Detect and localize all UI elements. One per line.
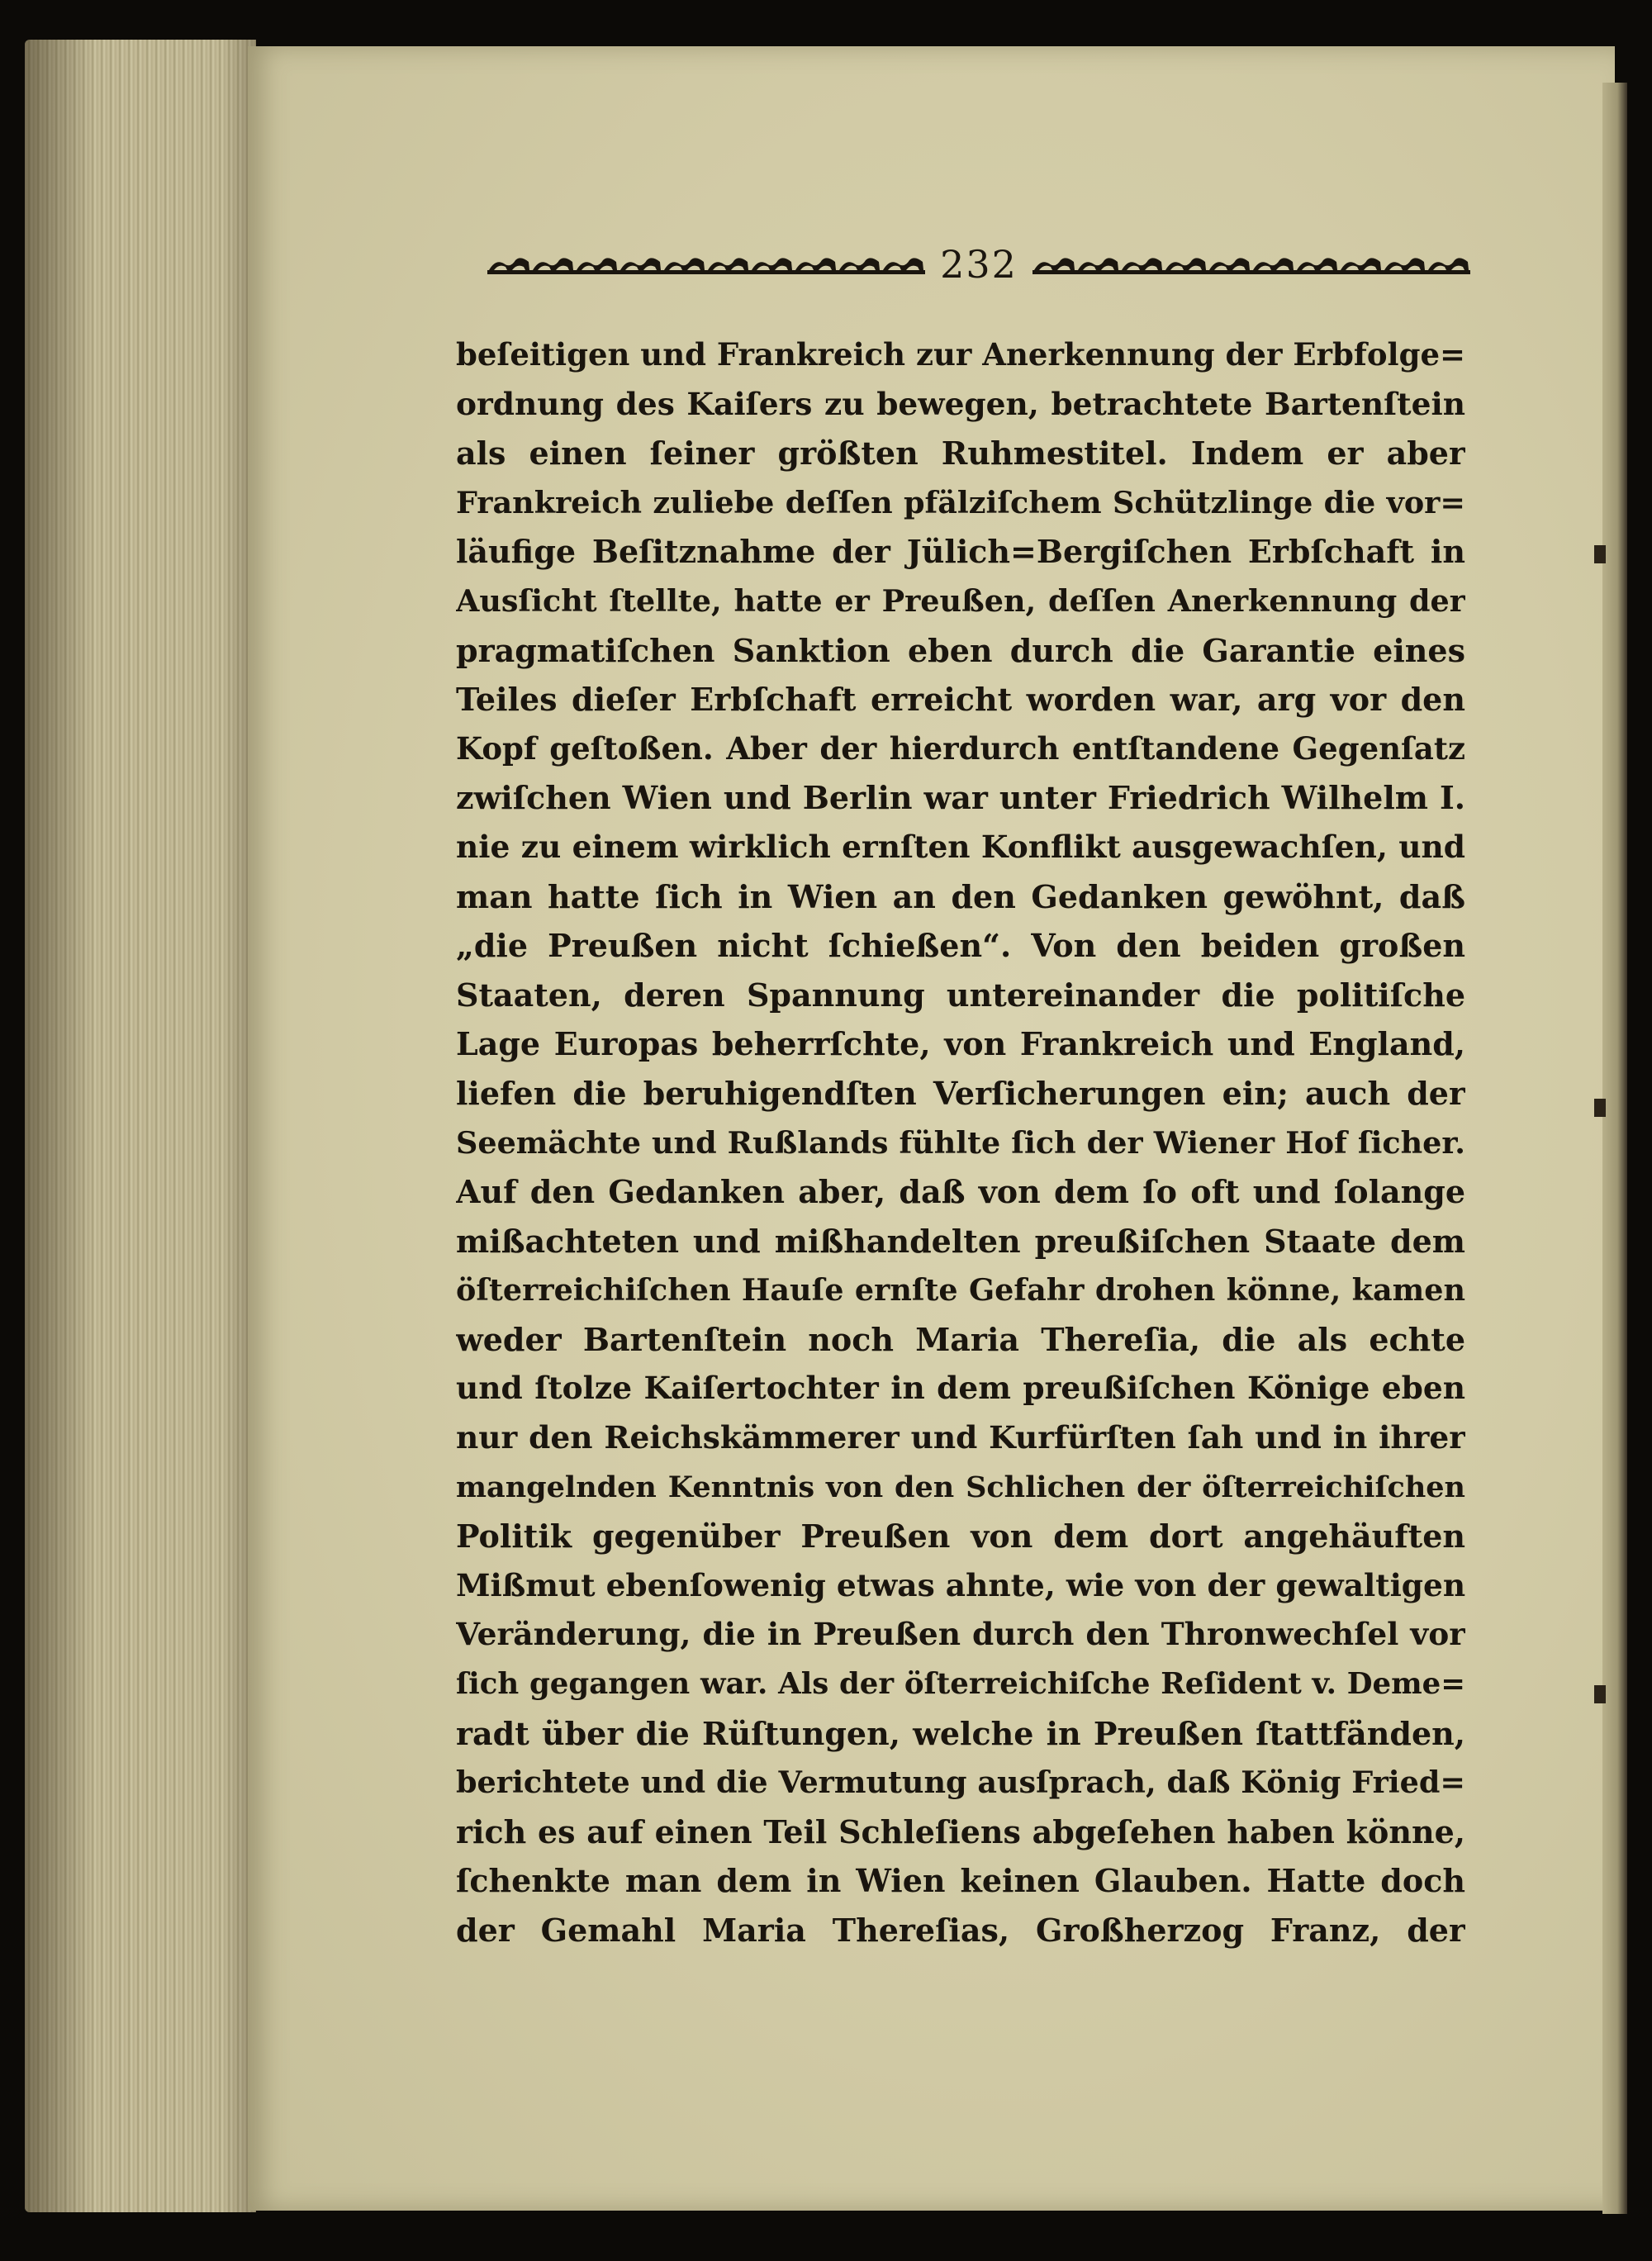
text-line: Mißmut ebenſowenig etwas ahnte, wie von der gewaltigen <box>456 1566 1465 1603</box>
text-line: Politik gegenüber Preußen von dem dort angehäuften <box>456 1518 1465 1556</box>
text-line: Kopf geſtoßen. Aber der hierdurch entſtandene Gegenſatz <box>456 729 1465 767</box>
page-header <box>487 240 1470 289</box>
text-line: beſeitigen und Frankreich zur Anerkennung der Erbfolge= <box>456 336 1465 373</box>
page-number: 232 <box>940 242 1018 287</box>
text-line: „die Preußen nicht ſchießen“. Von den beiden großen <box>456 927 1465 965</box>
text-line: mangelnden Kenntnis von den Schlichen der öſterreichiſchen <box>456 1470 1465 1504</box>
text-line: Auf den Gedanken aber, daß von dem ſo oft und ſolange <box>456 1173 1465 1211</box>
text-line: Veränderung, die in Preußen durch den Thronwechſel vor <box>456 1616 1465 1653</box>
text-line: öſterreichiſchen Hauſe ernſte Gefahr drohen könne, kamen <box>456 1272 1465 1309</box>
text-line: mißachteten und mißhandelten preußiſchen Staate dem <box>456 1222 1465 1260</box>
right-page-edge <box>1602 83 1627 2214</box>
ornament-rule-right-icon <box>1032 254 1470 275</box>
page-edge-marker <box>1594 1099 1606 1117</box>
text-line: weder Bartenſtein noch Maria Thereſia, die als echte <box>456 1320 1465 1358</box>
text-line: Lage Europas beherrſchte, von Frankreich und England, <box>456 1025 1465 1063</box>
body-text <box>456 330 1465 1955</box>
text-line: berichtete und die Vermutung ausſprach, daß König Fried= <box>456 1765 1465 1801</box>
ornament-rule-left-icon <box>487 254 925 275</box>
text-line: pragmatiſchen Sanktion eben durch die Garantie eines <box>456 631 1465 669</box>
page-edge-marker <box>1594 545 1606 563</box>
text-line: Staaten, deren Spannung untereinander die politiſche <box>456 976 1465 1014</box>
page-edges-shadow <box>25 40 256 2212</box>
text-line: ſchenkte man dem in Wien keinen Glauben. Hatte doch <box>456 1862 1465 1900</box>
text-line: und ſtolze Kaiſertochter in dem preußiſchen Könige eben <box>456 1370 1465 1407</box>
text-line: ſich gegangen war. Als der öſterreichiſche Reſident v. Deme= <box>456 1667 1465 1702</box>
text-line: rich es auf einen Teil Schleſiens abgeſehen haben könne, <box>456 1812 1465 1850</box>
text-line: läufige Beſitznahme der Jülich=Bergiſchen Erbſchaft in <box>456 533 1465 571</box>
text-line: nur den Reichskämmerer und Kurfürſten ſah und in ihrer <box>456 1419 1465 1456</box>
text-line: Ausſicht ſtellte, hatte er Preußen, deſſen Anerkennung der <box>456 582 1465 619</box>
text-line: liefen die beruhigendſten Verſicherungen ein; auch der <box>456 1074 1465 1112</box>
text-line: nie zu einem wirklich ernſten Konflikt ausgewachſen, und <box>456 828 1465 865</box>
text-line: zwiſchen Wien und Berlin war unter Friedrich Wilhelm I. <box>456 779 1465 817</box>
page-edge-marker <box>1594 1685 1606 1703</box>
text-line: Teiles dieſer Erbſchaft erreicht worden war, arg vor den <box>456 681 1465 719</box>
text-line: Frankreich zuliebe deſſen pfälziſchem Schützlinge die vor= <box>456 484 1465 520</box>
text-line: radt über die Rüſtungen, welche in Preußen ſtattfänden, <box>456 1714 1465 1752</box>
text-line: Seemächte und Rußlands fühlte ſich der Wiener Hof ſicher. <box>456 1124 1465 1161</box>
text-line: als einen ſeiner größten Ruhmestitel. Indem er aber <box>456 435 1465 473</box>
text-line: man hatte ſich in Wien an den Gedanken gewöhnt, daß <box>456 877 1465 915</box>
text-line: ordnung des Kaiſers zu bewegen, betrachtete Bartenſtein <box>456 385 1465 422</box>
text-line: der Gemahl Maria Thereſias, Großherzog Franz, der <box>456 1912 1465 1949</box>
